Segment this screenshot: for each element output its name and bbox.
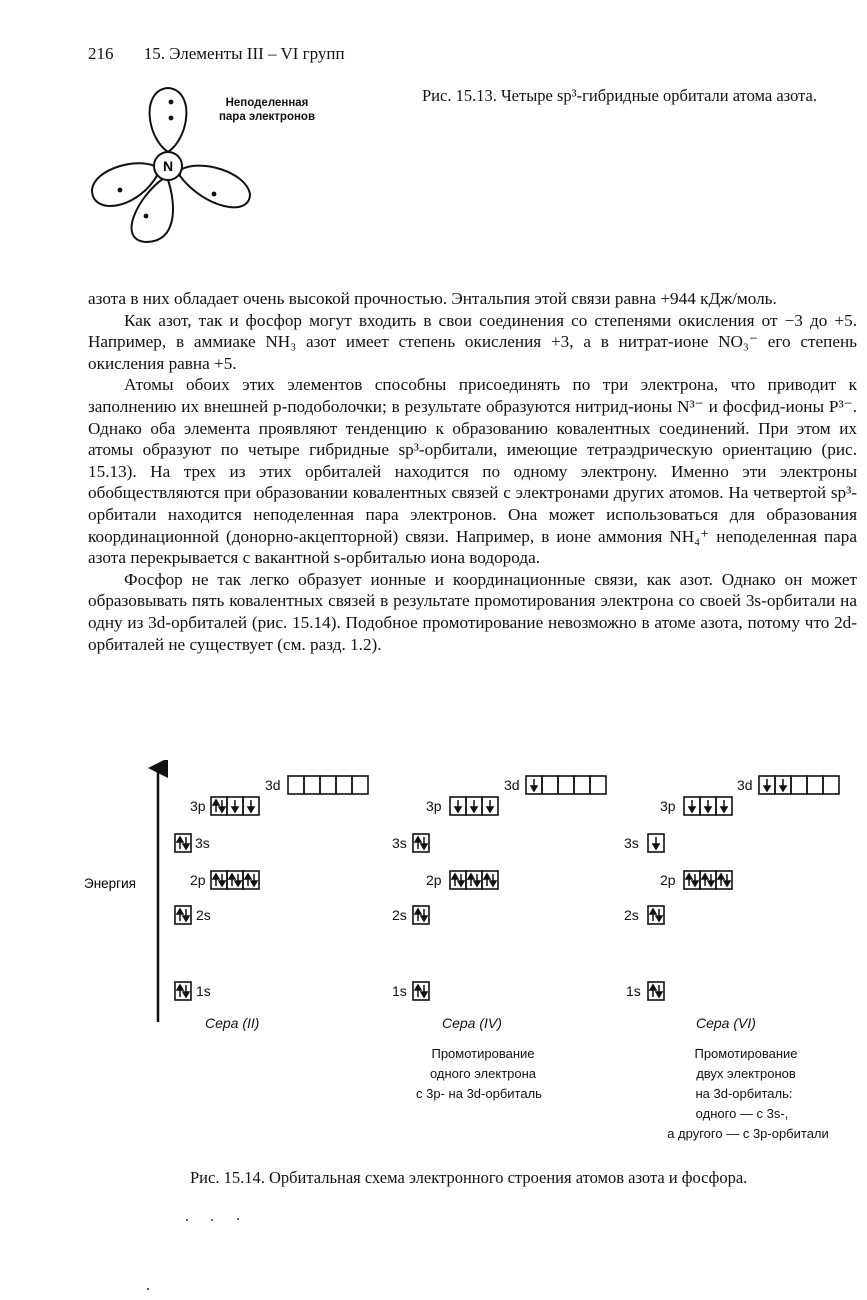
- orbital-labels: [190, 777, 753, 999]
- label-3p: 3p: [426, 798, 442, 814]
- label-3d: 3d: [504, 777, 520, 793]
- orbital-box: [288, 776, 304, 794]
- spin-down-arrow: [780, 779, 786, 791]
- spin-down-arrow: [458, 874, 464, 886]
- orbital-box: [336, 776, 352, 794]
- orbital-lobe-bottom: [132, 178, 173, 242]
- spin-down-arrow: [251, 874, 257, 886]
- spin-down-arrow: [421, 837, 427, 849]
- orbital-boxes: [175, 776, 839, 1000]
- label-3d: 3d: [265, 777, 281, 793]
- spin-down-arrow: [183, 909, 189, 921]
- label-3d: 3d: [737, 777, 753, 793]
- spin-down-arrow: [708, 874, 714, 886]
- orbital-lobe-top: [150, 88, 187, 152]
- label-2p: 2p: [190, 872, 206, 888]
- spin-up-arrow: [650, 985, 656, 997]
- spin-down-arrow: [653, 837, 659, 849]
- spin-down-arrow: [248, 800, 254, 812]
- label-3s: 3s: [624, 835, 639, 851]
- spin-down-arrow: [705, 800, 711, 812]
- spin-up-arrow: [415, 985, 421, 997]
- figure-15-14-caption: Рис. 15.14. Орбитальная схема электронного строения атомов азота и фосфора.: [190, 1168, 748, 1187]
- spin-down-arrow: [183, 985, 189, 997]
- paragraph: Атомы обоих этих элементов способны присоединять по три электрона, что приводит к заполнению их внешней p-подоболочки; в результате образуются нитрид-ионы N³⁻ и фосфид-ионы P³⁻. Однако оба элемента проявляют тенденцию к образованию ковалентных соединений. При этом их атомы образуют по четыре гибридные sp³-орбитали, имеющие тетраэдрическую ориентацию (рис. 15.13). На трех из этих орбиталей находится по одному электрону. Именно эти электроны обобществляются при образовании ковалентных связей с электронами других атомов. На четвертой sp³-орбитали находится неподеленная пара электронов. Она может использоваться для образования координационной (донорно-акцепторной) связи. Например, в ионе аммония NH₄⁺ неподеленная пара азота перекрывается с вакантной s-орбиталью иона водорода.: [88, 375, 857, 568]
- orbital-box: [175, 982, 191, 1000]
- paragraph: азота в них обладает очень высокой прочностью. Энтальпия этой связи равна +944 кДж/моль.: [88, 289, 777, 308]
- spin-down-arrow: [656, 985, 662, 997]
- paragraph: Как азот, так и фосфор могут входить в свои соединения со степенями окисления от −3 до +5. Например, в аммиаке NH₃ азот имеет степень окисления +3, а в нитрат-ионе NO₃⁻ его степень окисления равна +5.: [88, 310, 857, 373]
- orbital-box: [648, 982, 664, 1000]
- spin-up-arrow: [415, 909, 421, 921]
- spin-down-arrow: [721, 800, 727, 812]
- note-line: Промотирование: [694, 1046, 798, 1061]
- scan-speck: [211, 1219, 213, 1221]
- spin-up-arrow: [702, 874, 708, 886]
- orbital-diagram: [0, 760, 867, 1160]
- spin-down-arrow: [183, 837, 189, 849]
- spin-up-arrow: [177, 985, 183, 997]
- lone-pair-electron: [169, 100, 174, 105]
- spin-up-arrow: [245, 874, 251, 886]
- orbital-box: [823, 776, 839, 794]
- label-3s: 3s: [392, 835, 407, 851]
- orbital-box: [211, 871, 227, 889]
- label-3p: 3p: [190, 798, 206, 814]
- label-3s: 3s: [195, 835, 210, 851]
- spin-down-arrow: [219, 800, 225, 812]
- label-1s: 1s: [392, 983, 407, 999]
- spin-up-arrow: [213, 874, 219, 886]
- orbital-box: [700, 871, 716, 889]
- orbital-box: [716, 871, 732, 889]
- orbital-lobe-right: [180, 166, 250, 208]
- electron-dot: [144, 214, 149, 219]
- electron-dot: [212, 192, 217, 197]
- chapter-title: 15. Элементы III – VI групп: [143, 44, 345, 63]
- orbital-box: [227, 871, 243, 889]
- atom-label: N: [162, 158, 174, 174]
- spin-down-arrow: [455, 800, 461, 812]
- orbital-box: [648, 906, 664, 924]
- page-header: [88, 44, 345, 64]
- spin-down-arrow: [724, 874, 730, 886]
- label-1s: 1s: [196, 983, 211, 999]
- orbital-box: [413, 982, 429, 1000]
- label-1s: 1s: [626, 983, 641, 999]
- paragraph: Фосфор не так легко образует ионные и координационные связи, как азот. Однако он может образовывать пять ковалентных связей в результате промотирования электрона со своей 3s-орбитали на одну из 3d-орбиталей (рис. 15.14). Подобное промотирование невозможно в атоме азота, потому что 2d-орбиталей не существует (см. разд. 1.2).: [88, 569, 857, 654]
- orbital-box: [175, 906, 191, 924]
- figure-15-13-caption: Рис. 15.13. Четыре sp³-гибридные орбитали атома азота.: [422, 86, 817, 105]
- spin-down-arrow: [490, 874, 496, 886]
- spin-down-arrow: [689, 800, 695, 812]
- label-2p: 2p: [426, 872, 442, 888]
- spin-down-arrow: [764, 779, 770, 791]
- spin-down-arrow: [232, 800, 238, 812]
- note-line: одного — с 3s-,: [695, 1106, 789, 1121]
- orbital-box: [352, 776, 368, 794]
- spin-up-arrow: [229, 874, 235, 886]
- orbital-box: [243, 871, 259, 889]
- page-number: 216: [88, 44, 114, 63]
- orbital-box: [466, 871, 482, 889]
- spin-down-arrow: [421, 985, 427, 997]
- column-title-s4: Сера (IV): [442, 1015, 502, 1031]
- scan-speck: [186, 1219, 188, 1221]
- scan-speck: [147, 1288, 149, 1290]
- orbital-box: [413, 906, 429, 924]
- spin-down-arrow: [487, 800, 493, 812]
- note-line: двух электронов: [696, 1066, 796, 1081]
- orbital-box: [558, 776, 574, 794]
- body-text: [88, 288, 857, 655]
- note-line: одного электрона: [429, 1066, 537, 1081]
- label-3p: 3p: [660, 798, 676, 814]
- spin-up-arrow: [177, 909, 183, 921]
- spin-down-arrow: [471, 800, 477, 812]
- column-title-s2: Сера (II): [205, 1015, 260, 1031]
- spin-down-arrow: [235, 874, 241, 886]
- spin-down-arrow: [656, 909, 662, 921]
- orbital-box: [413, 834, 429, 852]
- spin-down-arrow: [421, 909, 427, 921]
- spin-up-arrow: [177, 837, 183, 849]
- orbital-box: [791, 776, 807, 794]
- column-titles: [205, 1015, 756, 1031]
- note-line: а другого — с 3р-орбитали: [667, 1126, 829, 1141]
- lone-pair-electron: [169, 116, 174, 121]
- spin-up-arrow: [468, 874, 474, 886]
- orbital-box: [807, 776, 823, 794]
- orbital-box: [211, 797, 227, 815]
- note-line: с 3р- на 3d-орбиталь: [416, 1086, 542, 1101]
- orbital-box: [574, 776, 590, 794]
- orbital-box: [590, 776, 606, 794]
- label-2s: 2s: [624, 907, 639, 923]
- spin-up-arrow: [415, 837, 421, 849]
- spin-up-arrow: [650, 909, 656, 921]
- lone-pair-label: Неподеленная пара электронов: [218, 97, 316, 123]
- note-line: Промотирование: [431, 1046, 535, 1061]
- label-2s: 2s: [392, 907, 407, 923]
- spin-up-arrow: [484, 874, 490, 886]
- spin-down-arrow: [692, 874, 698, 886]
- label-2p: 2p: [660, 872, 676, 888]
- electron-dot: [118, 188, 123, 193]
- energy-axis-label: Энергия: [84, 876, 136, 891]
- spin-down-arrow: [219, 874, 225, 886]
- column-title-s6: Сера (VI): [696, 1015, 756, 1031]
- spin-up-arrow: [718, 874, 724, 886]
- scan-speck: [237, 1218, 239, 1220]
- spin-up-arrow: [686, 874, 692, 886]
- column-notes: [416, 1046, 829, 1141]
- orbital-box: [320, 776, 336, 794]
- orbital-box: [542, 776, 558, 794]
- orbital-box: [684, 871, 700, 889]
- spin-up-arrow: [452, 874, 458, 886]
- orbital-box: [450, 871, 466, 889]
- spin-up-arrow: [213, 800, 219, 812]
- spin-down-arrow: [474, 874, 480, 886]
- orbital-lobe-left: [92, 163, 158, 206]
- orbital-box: [175, 834, 191, 852]
- spin-down-arrow: [531, 779, 537, 791]
- orbital-box: [304, 776, 320, 794]
- label-2s: 2s: [196, 907, 211, 923]
- orbital-box: [482, 871, 498, 889]
- note-line: на 3d-орбиталь:: [695, 1086, 793, 1101]
